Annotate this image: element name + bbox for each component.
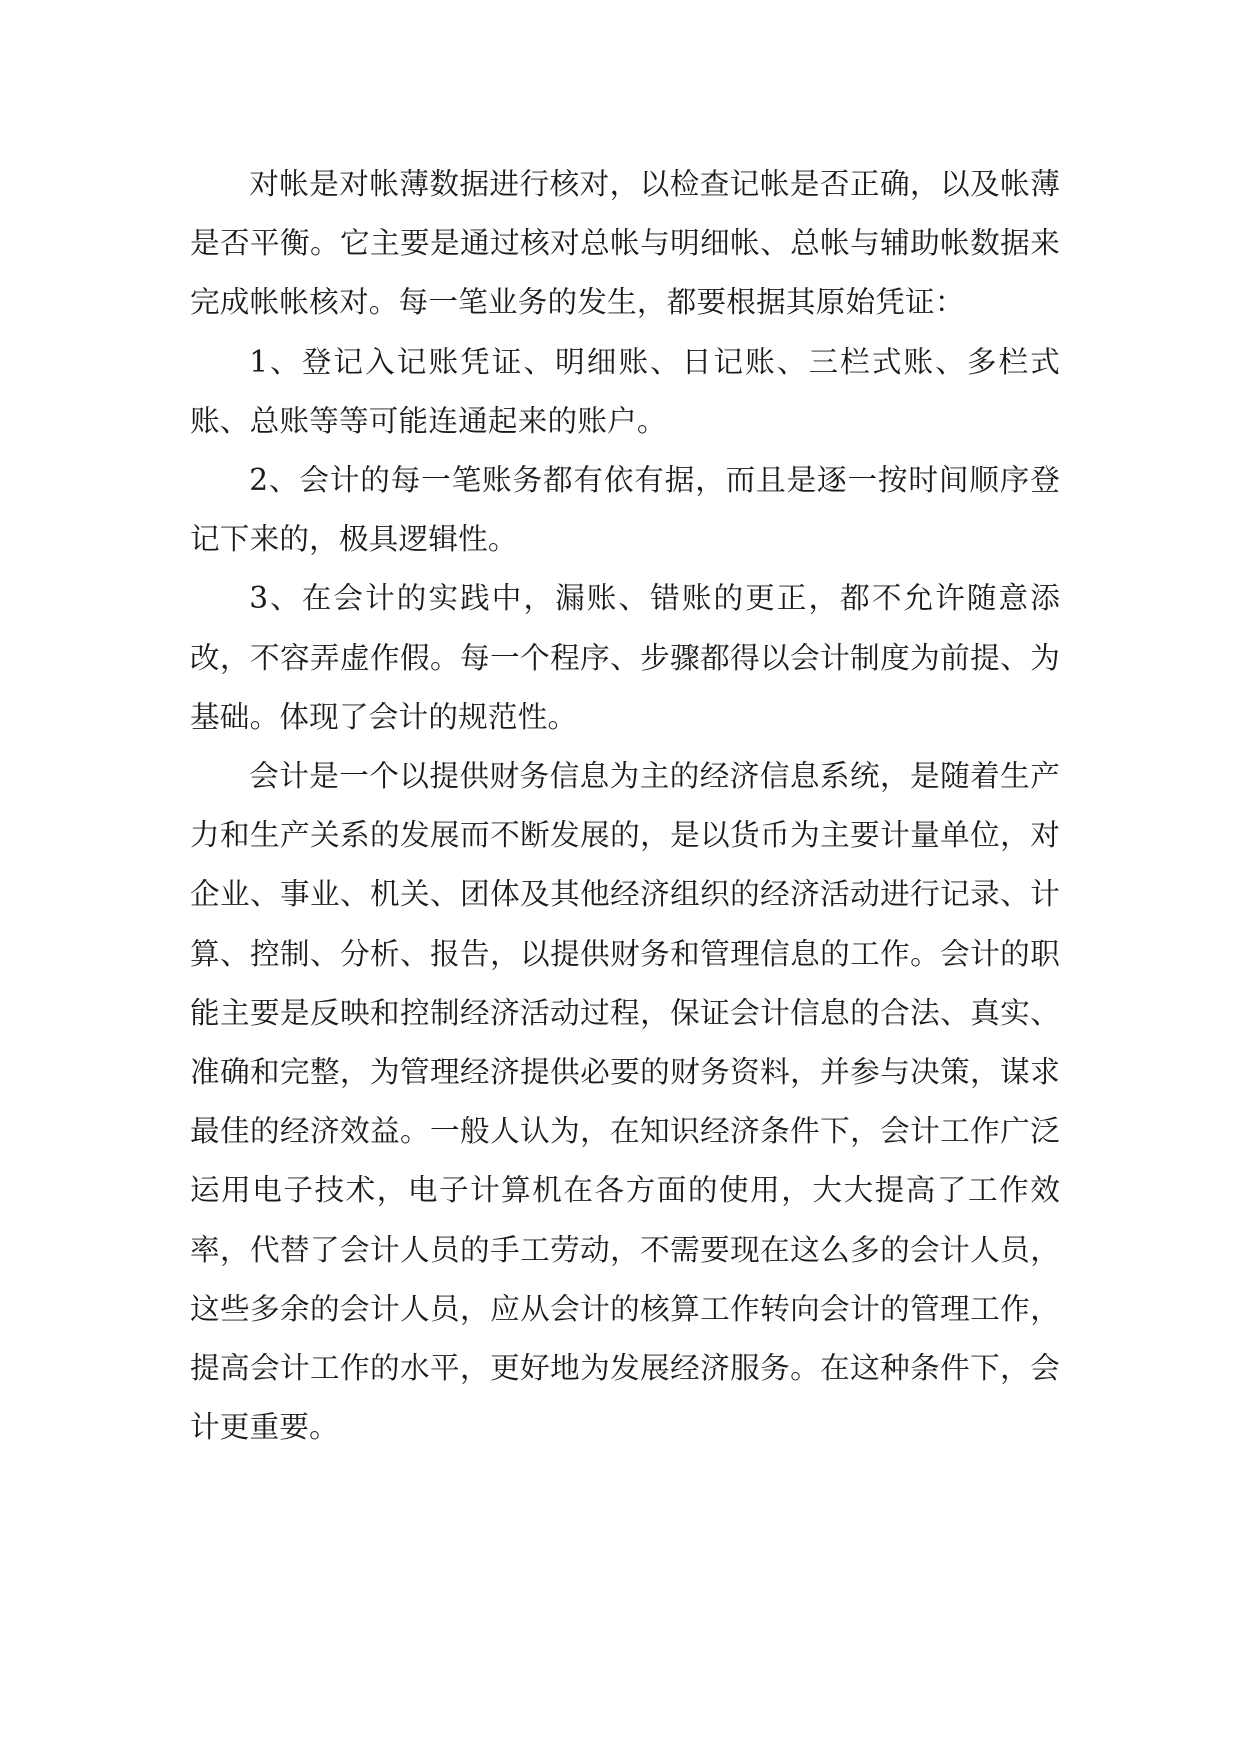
paragraph-reconciliation-intro: 对帐是对帐薄数据进行核对，以检查记帐是否正确，以及帐薄是否平衡。它主要是通过核对总帐与明细帐、总帐与辅助帐数据来完成帐帐核对。每一笔业务的发生，都要根据其原始凭证： (190, 167, 1060, 320)
paragraph-item-1: 1、登记入记账凭证、明细账、日记账、三栏式账、多栏式账、总账等等可能连通起来的账户。 (190, 344, 1060, 438)
paragraph-item-3: 3、在会计的实践中，漏账、错账的更正，都不允许随意添改，不容弄虚作假。每一个程序、步骤都得以会计制度为前提、为基础。体现了会计的规范性。 (190, 581, 1060, 734)
paragraph-accounting-definition: 会计是一个以提供财务信息为主的经济信息系统，是随着生产力和生产关系的发展而不断发展的，是以货币为主要计量单位，对企业、事业、机关、团体及其他经济组织的经济活动进行记录、计算、控制、分析、报告，以提供财务和管理信息的工作。会计的职能主要是反映和控制经济活动过程，保证会计信息的合法、真实、准确和完整，为管理经济提供必要的财务资料，并参与决策，谋求最佳的经济效益。一般人认为，在知识经济条件下，会计工作广泛运用电子技术，电子计算机在各方面的使用，大大提高了工作效率，代替了会计人员的手工劳动，不需要现在这么多的会计人员，这些多余的会计人员，应从会计的核算工作转向会计的管理工作，提高会计工作的水平，更好地为发展经济服务。在这种条件下，会计更重要。 (190, 759, 1060, 1445)
document-body (190, 155, 1060, 1457)
paragraph-item-2: 2、会计的每一笔账务都有依有据，而且是逐一按时间顺序登记下来的，极具逻辑性。 (190, 463, 1060, 557)
